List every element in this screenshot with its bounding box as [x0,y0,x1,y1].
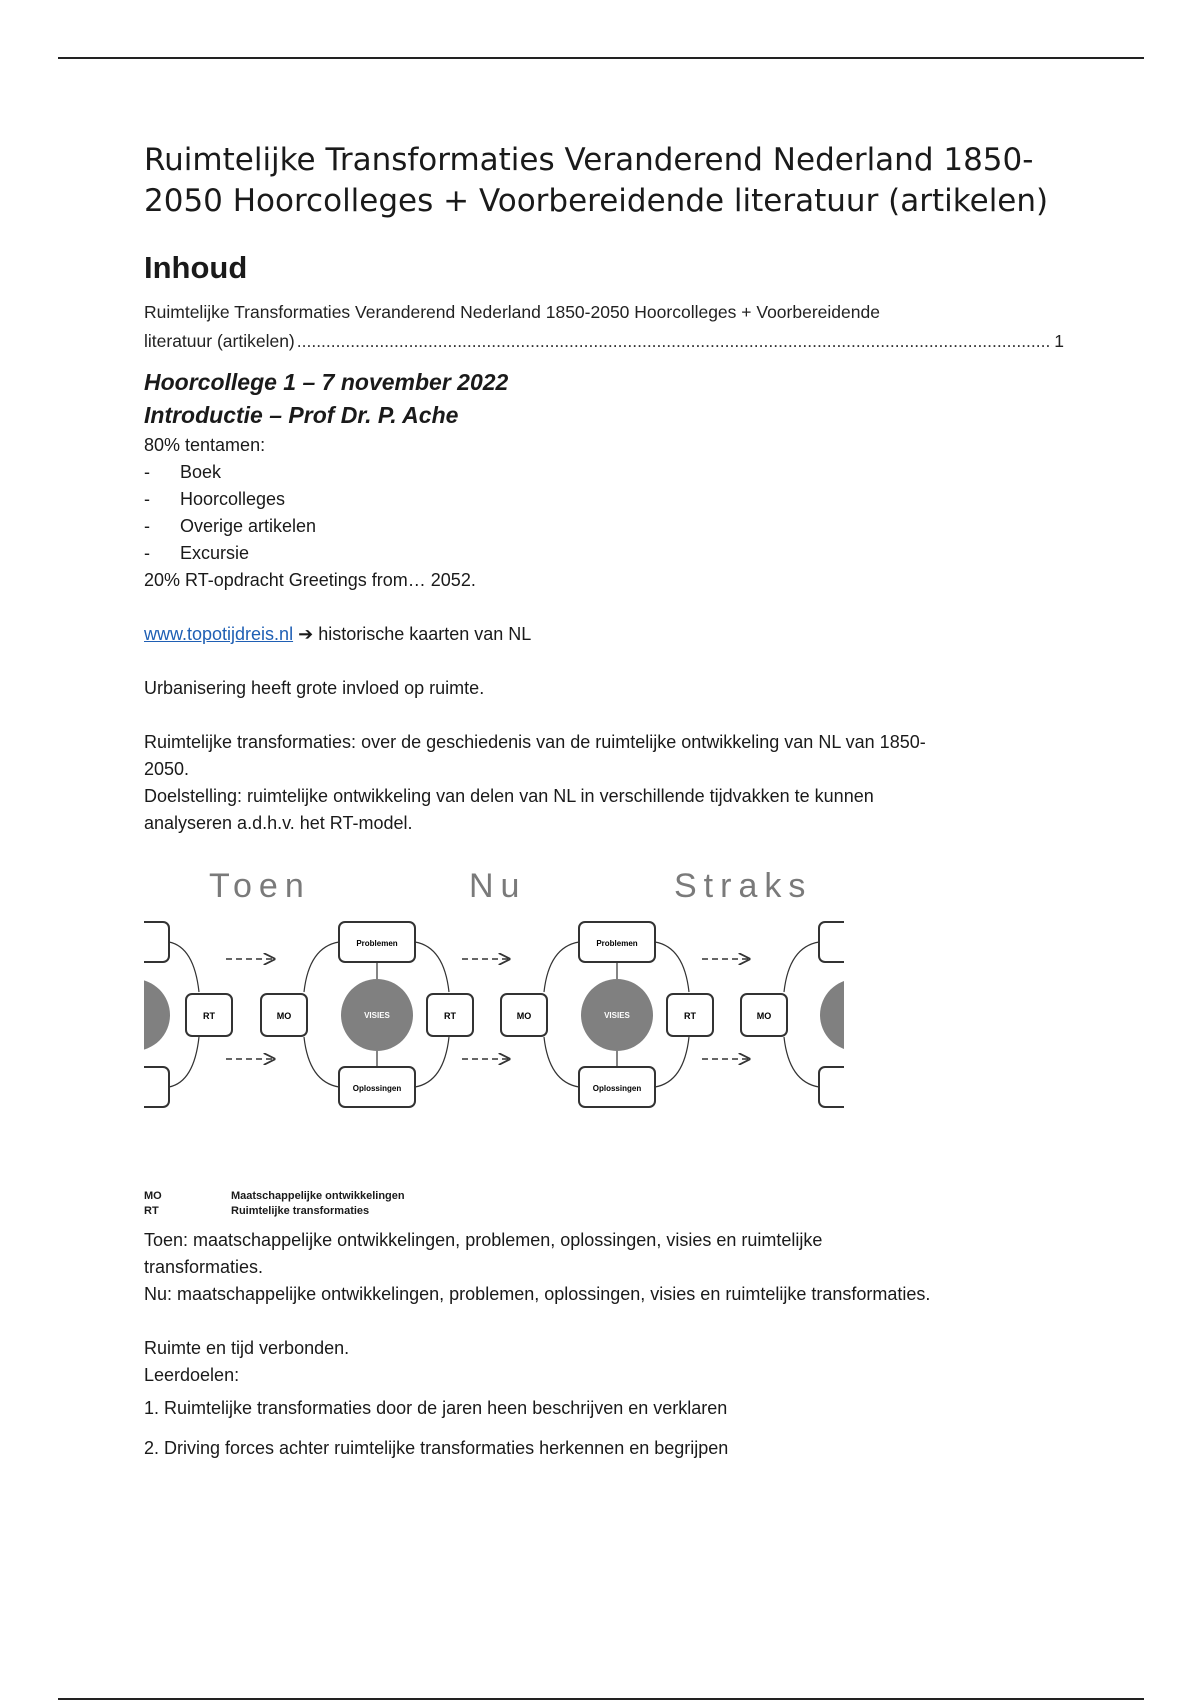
goal-line2: analyseren a.d.h.v. het RT-model. [144,813,413,833]
svg-text:RT: RT [203,1011,215,1021]
urbanisation-text: Urbanisering heeft grote invloed op ruimte. [144,678,485,698]
svg-text:Problemen: Problemen [596,939,638,948]
rt-model-diagram [144,857,844,1187]
box-partial-top-left [144,922,169,962]
visies-circle-partial-left [144,979,170,1051]
legend-mo-abbr: MO [144,1190,162,1202]
svg-text:Oplossingen: Oplossingen [352,1084,402,1093]
toc-heading: Inhoud [144,250,248,285]
toen-line2: transformaties. [144,1257,264,1277]
lecture-heading: Hoorcollege 1 – 7 november 2022 [144,369,509,395]
svg-text:RT: RT [684,1011,696,1021]
toc-entry-line1: Ruimtelijke Transformaties Veranderend Nederland 1850-2050 Hoorcolleges + Voorbereidende [144,302,880,322]
box-partial-bottom-left [144,1067,169,1107]
diagram-legend [144,1189,1064,1219]
list-item: - Boek [144,462,222,482]
space-time-text: Ruimte en tijd verbonden. [144,1338,350,1358]
nu-line: Nu: maatschappelijke ontwikkelingen, problemen, oplossingen, visies en ruimtelijke transformaties. [144,1284,931,1304]
rt-unit-1 [261,922,473,1107]
legend-mo-text: Maatschappelijke ontwikkelingen [231,1190,405,1202]
svg-text:VISIES: VISIES [364,1011,390,1020]
rt-paragraph-line2: 2050. [144,759,190,779]
exam-label: 80% tentamen: [144,435,266,455]
toc-entry[interactable] [144,298,1064,356]
legend-rt-abbr: RT [144,1205,159,1217]
box-partial-bottom-right [819,1067,844,1107]
rt-unit-2 [501,922,713,1107]
period-toen: Toen [209,867,311,905]
arrow-right-icon: ➔ [298,624,314,644]
goal-line1: Doelstelling: ruimtelijke ontwikkeling van delen van NL in verschillende tijdvakken te kunnen [144,786,874,806]
top-rule [58,57,1144,59]
list-item: - Overige artikelen [144,516,317,536]
toen-line1: Toen: maatschappelijke ontwikkelingen, problemen, oplossingen, visies en ruimtelijke [144,1230,823,1250]
assignment-text: 20% RT-opdracht Greetings from… 2052. [144,570,476,590]
toc-entry-line2 [144,327,1064,356]
period-straks: Straks [674,867,813,905]
objective-2: 2. Driving forces achter ruimtelijke transformaties herkennen en begrijpen [144,1438,729,1458]
period-nu: Nu [469,867,527,905]
toc-page-number: 1 [1054,331,1064,351]
svg-text:RT: RT [444,1011,456,1021]
rt-paragraph-line1: Ruimtelijke transformaties: over de geschiedenis van de ruimtelijke ontwikkeling van NL van 1850- [144,732,926,752]
document-body [144,140,1064,1475]
legend-rt-text: Ruimtelijke transformaties [231,1205,370,1217]
svg-text:Oplossingen: Oplossingen [592,1084,642,1093]
svg-text:MO: MO [516,1011,532,1021]
lecture-subheading: Introductie – Prof Dr. P. Ache [144,402,459,428]
exam-list [144,459,1064,567]
svg-text:MO: MO [276,1011,292,1021]
svg-text:MO: MO [756,1011,772,1021]
objective-1: 1. Ruimtelijke transformaties door de jaren heen beschrijven en verklaren [144,1398,728,1418]
toc-entry-text: literatuur (artikelen) [144,331,295,351]
objectives-label: Leerdoelen: [144,1365,240,1385]
list-item: - Excursie [144,543,250,563]
visies-circle-partial-right [820,979,844,1051]
document-title: Ruimtelijke Transformaties Veranderend Nederland 1850-2050 Hoorcolleges + Voorbereidende literatuur (artikelen) [144,142,1049,219]
list-item: - Hoorcolleges [144,489,286,509]
box-partial-top-right [819,922,844,962]
link-paragraph [144,621,1064,648]
svg-text:VISIES: VISIES [604,1011,630,1020]
link-description: historische kaarten van NL [318,624,532,644]
toc-leader-dots [297,327,1053,356]
topotijdreis-link[interactable]: www.topotijdreis.nl [144,624,294,644]
svg-text:Problemen: Problemen [356,939,398,948]
